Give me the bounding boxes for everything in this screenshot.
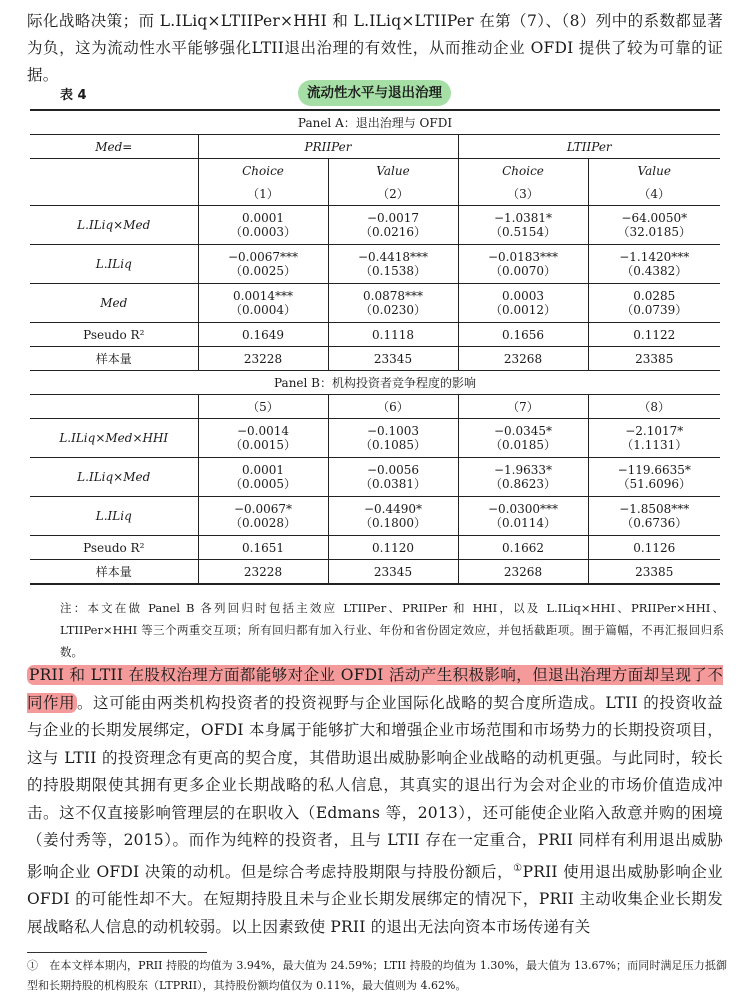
cell: 23268 [458, 347, 588, 371]
cell [588, 497, 720, 536]
coef: 0.0001 [242, 463, 284, 477]
coef: −2.1017* [625, 424, 684, 438]
pseudo-r2-row [30, 323, 720, 347]
column-number: （3） [458, 182, 588, 206]
panel-b-heading: Panel B：机构投资者竞争程度的影响 [30, 371, 720, 395]
coef: −1.1420*** [619, 250, 690, 264]
coef: −0.0345* [493, 424, 553, 438]
row-label: L.ILiq×Med×HHI [30, 419, 198, 458]
footnote-divider [27, 952, 207, 953]
column-number: （2） [328, 182, 458, 206]
header-sub-row [30, 159, 720, 183]
cell [328, 497, 458, 536]
row-label: L.ILiq×Med [30, 458, 198, 497]
coef: −0.0300*** [487, 502, 559, 516]
cell [588, 284, 720, 323]
cell [328, 458, 458, 497]
coef: −1.9633* [493, 463, 553, 477]
coef: −0.0017 [366, 211, 420, 225]
coef: 0.0285 [633, 289, 676, 303]
cell [458, 497, 588, 536]
se: （0.1538） [360, 264, 426, 278]
cell [198, 206, 328, 245]
cell [198, 419, 328, 458]
column-number: （4） [588, 182, 720, 206]
se: （0.0185） [490, 438, 556, 452]
coef: −1.8508*** [619, 502, 690, 516]
coef: −0.0014 [236, 424, 290, 438]
cell [198, 497, 328, 536]
row-label: 样本量 [30, 560, 198, 585]
table-title: 流动性水平与退出治理 [298, 80, 451, 106]
coef: −1.0381* [493, 211, 553, 225]
row-label: 样本量 [30, 347, 198, 371]
coef: −119.6635* [617, 463, 691, 477]
panel-a-heading-row [30, 110, 720, 135]
se: （0.0381） [360, 477, 426, 491]
se: （51.6096） [617, 477, 692, 491]
table-row [30, 458, 720, 497]
table-row [30, 284, 720, 323]
cell [328, 419, 458, 458]
cell: 0.1651 [198, 536, 328, 560]
cell: 0.1122 [588, 323, 720, 347]
cell [588, 245, 720, 284]
panel-a-heading: Panel A：退出治理与 OFDI [30, 110, 720, 135]
highlighted-sentence: PRII 和 LTII 在股权治理方面都能够对企业 OFDI 活动产生积极影响，但退出治理方面却呈现了不同作用 [27, 666, 723, 712]
coef: −0.0183*** [487, 250, 559, 264]
footnote-text: ① 在本文样本期内，PRII 持股的均值为 3.94%，最大值为 24.59%；LTII 持股的均值为 1.30%，最大值为 13.67%；而同时满足压力抵御型和长期持股的机构股东（LTPRII），其持股份额均值仅为 0.11%，最大值则为 4.62%。 [27, 959, 727, 992]
pseudo-r2-row [30, 536, 720, 560]
row-label: Pseudo R² [30, 323, 198, 347]
se: （0.0005） [230, 477, 296, 491]
se: （0.4382） [621, 264, 688, 278]
cell: 23345 [328, 347, 458, 371]
se: （0.0012） [490, 303, 556, 317]
table-row [30, 419, 720, 458]
coef: 0.0878*** [363, 289, 423, 303]
sub-header: Value [328, 159, 458, 183]
cell [458, 245, 588, 284]
coef: −0.0067*** [227, 250, 299, 264]
coef: −0.1003 [366, 424, 420, 438]
table-row [30, 497, 720, 536]
se: （0.0216） [360, 225, 426, 239]
cell: 23345 [328, 560, 458, 585]
se: （0.0739） [621, 303, 688, 317]
se: （0.0015） [230, 438, 296, 452]
cell [198, 245, 328, 284]
cell: 0.1126 [588, 536, 720, 560]
footnote [27, 956, 727, 996]
table-row [30, 245, 720, 284]
panel-b-heading-row [30, 371, 720, 395]
regression-table [30, 109, 720, 585]
cell [458, 206, 588, 245]
coef: −0.4418*** [357, 250, 429, 264]
cell: 0.1120 [328, 536, 458, 560]
cell: 23228 [198, 560, 328, 585]
cell [198, 284, 328, 323]
coef: 0.0003 [502, 289, 544, 303]
cell [328, 245, 458, 284]
sub-header: Choice [198, 159, 328, 183]
cell [458, 419, 588, 458]
body-text [27, 662, 723, 941]
cell [458, 458, 588, 497]
se: （0.0025） [230, 264, 296, 278]
sample-size-row [30, 347, 720, 371]
se: （32.0185） [617, 225, 692, 239]
footnote-marker[interactable]: ① [513, 862, 523, 874]
column-number-row [30, 395, 720, 419]
cell: 0.1649 [198, 323, 328, 347]
coef: 0.0014*** [233, 289, 293, 303]
coef: 0.0001 [242, 211, 284, 225]
column-number-row [30, 182, 720, 206]
intro-paragraph [27, 8, 723, 89]
se: （1.1131） [621, 438, 688, 452]
row-label: L.ILiq [30, 497, 198, 536]
ltiiper-header: LTIIPer [458, 135, 720, 159]
se: （0.8623） [490, 477, 556, 491]
coef: −64.0050* [621, 211, 688, 225]
row-label: Med [30, 284, 198, 323]
se: （0.0028） [230, 516, 296, 530]
column-number: （5） [198, 395, 328, 419]
se: （0.6736） [621, 516, 688, 530]
cell [198, 458, 328, 497]
intro-text: 际化战略决策；而 L.ILiq×LTIIPer×HHI 和 L.ILiq×LTIIPer 在第（7）、（8）列中的系数都显著为负，这为流动性水平能够强化LTII退出治理的有效性，从而推动企业 OFDI 提供了较为可靠的证据。 [27, 12, 723, 84]
cell [588, 206, 720, 245]
cell: 23228 [198, 347, 328, 371]
cell: 23385 [588, 560, 720, 585]
cell: 0.1656 [458, 323, 588, 347]
column-number: （6） [328, 395, 458, 419]
row-label: L.ILiq [30, 245, 198, 284]
body-text-part2: PRII 使用退出威胁影响企业 OFDI 的可能性却不大。在短期持股且未与企业长期发展绑定的情况下，PRII 主动收集企业长期发展战略私人信息的动机较弱。以上因素致使 PRII 的退出无法向资本市场传递有关 [27, 862, 723, 936]
row-label: Pseudo R² [30, 536, 198, 560]
header-group-row [30, 135, 720, 159]
se: （0.0114） [490, 516, 556, 530]
sample-size-row [30, 560, 720, 585]
priiper-header: PRIIPer [198, 135, 458, 159]
sub-header: Choice [458, 159, 588, 183]
sub-header: Value [588, 159, 720, 183]
se: （0.1800） [360, 516, 426, 530]
coef: −0.4490* [363, 502, 423, 516]
table-label: 表 4 [60, 88, 87, 103]
med-header: Med= [30, 135, 198, 159]
cell [328, 206, 458, 245]
coef: −0.0056 [366, 463, 420, 477]
table-note-text: 注：本文在做 Panel B 各列回归时包括主效应 LTIIPer、PRIIPer 和 HHI，以及 L.ILiq×HHI、PRIIPer×HHI、LTIIPer×HHI 等三个两重交互项；所有回归都有加入行业、年份和省份固定效应，并包括截距项。囿于篇幅，不再汇报回归系数。 [60, 601, 724, 659]
cell: 0.1118 [328, 323, 458, 347]
se: （0.0004） [230, 303, 296, 317]
column-number: （7） [458, 395, 588, 419]
column-number: （1） [198, 182, 328, 206]
cell: 0.1662 [458, 536, 588, 560]
coef: −0.0067* [233, 502, 293, 516]
column-number: （8） [588, 395, 720, 419]
se: （0.1085） [360, 438, 426, 452]
row-label: L.ILiq×Med [30, 206, 198, 245]
body-paragraph [27, 662, 723, 941]
cell: 23385 [588, 347, 720, 371]
se: （0.0230） [360, 303, 426, 317]
cell: 23268 [458, 560, 588, 585]
body-text-part1: 。这可能由两类机构投资者的投资视野与企业国际化战略的契合度所造成。LTII 的投资收益与企业的长期发展绑定，OFDI 本身属于能够扩大和增强企业市场范围和市场势力的长期投资项目，这与 LTII 的投资理念有更高的契合度，其借助退出威胁影响企业战略的动机更强。与此同时，较长的持股期限使其拥有更多企业长期战略的私人信息，其真实的退出行为会对企业的市场价值造成冲击。这不仅直接影响管理层的在职收入（Edmans 等，2013），还可能使企业陷入敌意并购的困境（姜付秀等，2015）。而作为纯粹的投资者，且与 LTII 存在一定重合，PRII 同样有利用退出威胁影响企业 OFDI 决策的动机。但是综合考虑持股期限与持股份额后， [27, 693, 723, 881]
se: （0.0070） [490, 264, 556, 278]
se: （0.0003） [230, 225, 296, 239]
table-row [30, 206, 720, 245]
table-note [60, 597, 724, 663]
cell [588, 458, 720, 497]
cell [328, 284, 458, 323]
cell [458, 284, 588, 323]
cell [588, 419, 720, 458]
se: （0.5154） [490, 225, 556, 239]
